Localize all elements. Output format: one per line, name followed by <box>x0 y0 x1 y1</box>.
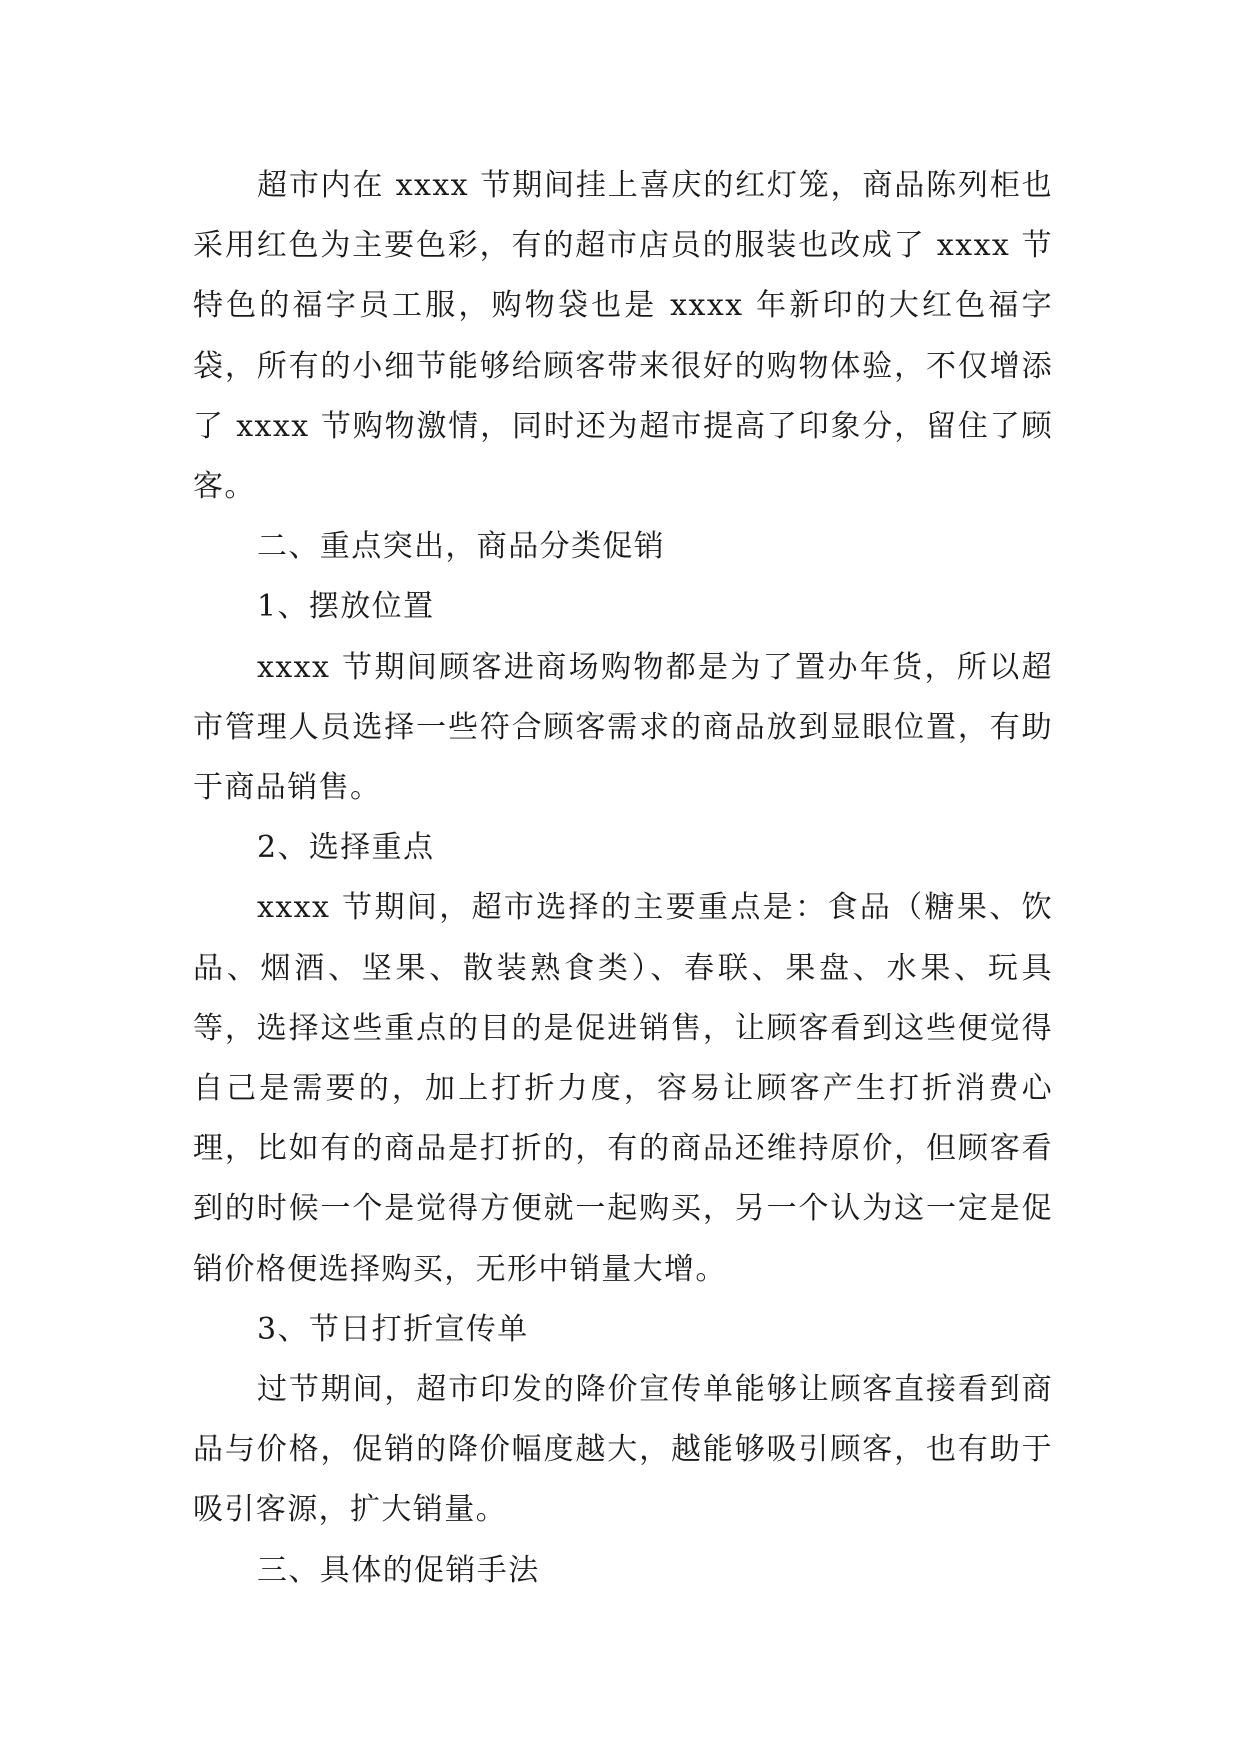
paragraph-placement: xxxx 节期间顾客进商场购物都是为了置办年货，所以超市管理人员选择一些符合顾客需求的商品放到显眼位置，有助于商品销售。 <box>193 649 1053 806</box>
paragraph-flyers: 过节期间，超市印发的降价宣传单能够让顾客直接看到商品与价格，促销的降价幅度越大，越能够吸引顾客，也有助于吸引客源，扩大销量。 <box>193 1372 1053 1528</box>
paragraph-select-focus: xxxx 节期间，超市选择的主要重点是：食品（糖果、饮品、烟酒、坚果、散装熟食类）、春联、果盘、水果、玩具等，选择这些重点的目的是促进销售，让顾客看到这些便觉得自己是需要的，加上打折力度，容易让顾客产生打折消费心理，比如有的商品是打折的，有的商品还维持原价，但顾客看到的时候一个是觉得方便就一起购买，另一个认为这一定是促销价格便选择购买，无形中销量大增。 <box>193 890 1053 1287</box>
subheading-flyers: 3、节日打折宣传单 <box>257 1311 529 1347</box>
paragraph-festive-decor: 超市内在 xxxx 节期间挂上喜庆的红灯笼，商品陈列柜也采用红色为主要色彩，有的超市店员的服装也改成了 xxxx 节特色的福字员工服，购物袋也是 xxxx 年新印的大红色福字袋，所有的小细节能够给顾客带来很好的购物体验，不仅增添了 xxxx 节购物激情，同时还为超市提高了印象分，留住了顾客。 <box>193 168 1053 505</box>
heading-section-three: 三、具体的促销手法 <box>257 1552 540 1588</box>
subheading-placement: 1、摆放位置 <box>257 589 435 625</box>
subheading-select-focus: 2、选择重点 <box>257 830 435 866</box>
document-body <box>193 156 1053 1601</box>
heading-section-two: 二、重点突出，商品分类促销 <box>257 529 666 565</box>
